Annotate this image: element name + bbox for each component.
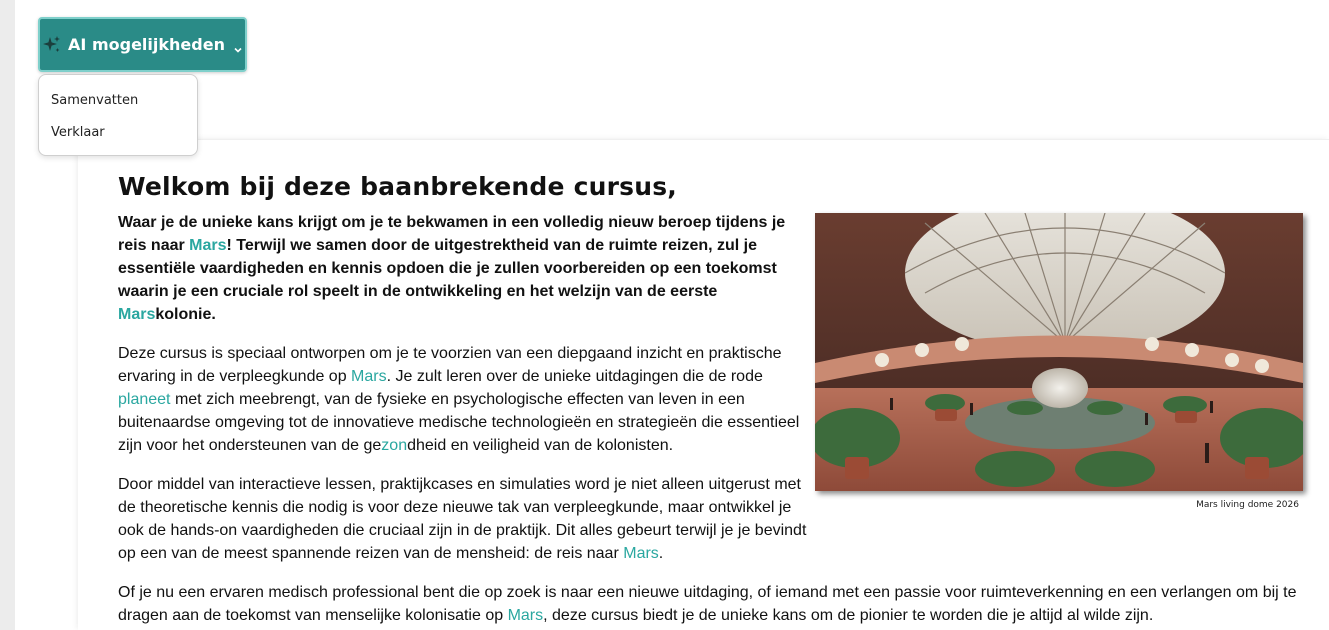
- intro-paragraph: Waar je de unieke kans krijgt om je te bekwamen in een volledig nieuw beroep tijdens je reis naar Mars! Terwijl we samen door de uitgestrektheid van de ruimte reizen, zul je essentiële vaardigheden en kennis opdoen die je zullen voorbereiden op een toekomst waarin je een cruciale rol speelt in de ontwikkeling en het welzijn van de eerste Marskolonie.: [118, 214, 786, 323]
- ai-options-dropdown: [38, 74, 198, 156]
- menu-item-samenvatten[interactable]: Samenvatten: [51, 93, 139, 108]
- planeet-link[interactable]: planeet: [118, 391, 171, 408]
- mars-link[interactable]: Mars: [118, 306, 156, 323]
- mars-link[interactable]: Mars: [189, 237, 227, 254]
- paragraph: Of je nu een ervaren medisch professional bent die op zoek is naar een nieuwe uitdaging, of iemand met een passie voor ruimteverkenning en een verlangen om bij te dragen aan de toekomst van menselijke kolonisatie op Mars, deze cursus biedt je de unieke kans om de pionier te worden die je altijd al wilde zijn.: [118, 584, 1297, 624]
- zon-link[interactable]: zon: [381, 437, 408, 454]
- article-figure: [815, 213, 1303, 510]
- ai-options-label: AI mogelijkheden: [68, 35, 225, 54]
- menu-item-verklaar[interactable]: Verklaar: [51, 125, 105, 140]
- paragraph: Door middel van interactieve lessen, praktijkcases en simulaties word je niet alleen uitgerust met de theoretische kennis die nodig is voor deze nieuwe tak van verpleegkunde, maar ontwikkel je ook de hands-on vaardigheden die cruciaal zijn in de praktijk. Dit alles gebeurt terwijl je je bevindt op een van de meest spannende reizen van de mensheid: de reis naar Mars.: [118, 476, 807, 562]
- article-title: Welkom bij deze baanbrekende cursus,: [118, 172, 677, 201]
- figure-caption: Mars living dome 2026: [1196, 500, 1299, 510]
- ai-options-button[interactable]: [38, 17, 247, 72]
- paragraph: Deze cursus is speciaal ontworpen om je te voorzien van een diepgaand inzicht en praktische ervaring in de verpleegkunde op Mars. Je zult leren over de unieke uitdagingen die de rode planeet met zich meebrengt, van de fysieke en psychologische effecten van leven in een buitenaardse omgeving tot de innovatieve medische technologieën en strategieën die essentieel zijn voor het ondersteunen van de gezondheid en veiligheid van de kolonisten.: [118, 345, 800, 454]
- sparkle-icon: [42, 35, 62, 55]
- mars-link[interactable]: Mars: [623, 545, 659, 562]
- article-page: [78, 139, 1329, 630]
- chevron-down-icon: [233, 40, 243, 50]
- left-margin-strip: [0, 0, 15, 630]
- mars-dome-image: [815, 213, 1303, 491]
- mars-link[interactable]: Mars: [351, 368, 387, 385]
- mars-link[interactable]: Mars: [507, 607, 544, 624]
